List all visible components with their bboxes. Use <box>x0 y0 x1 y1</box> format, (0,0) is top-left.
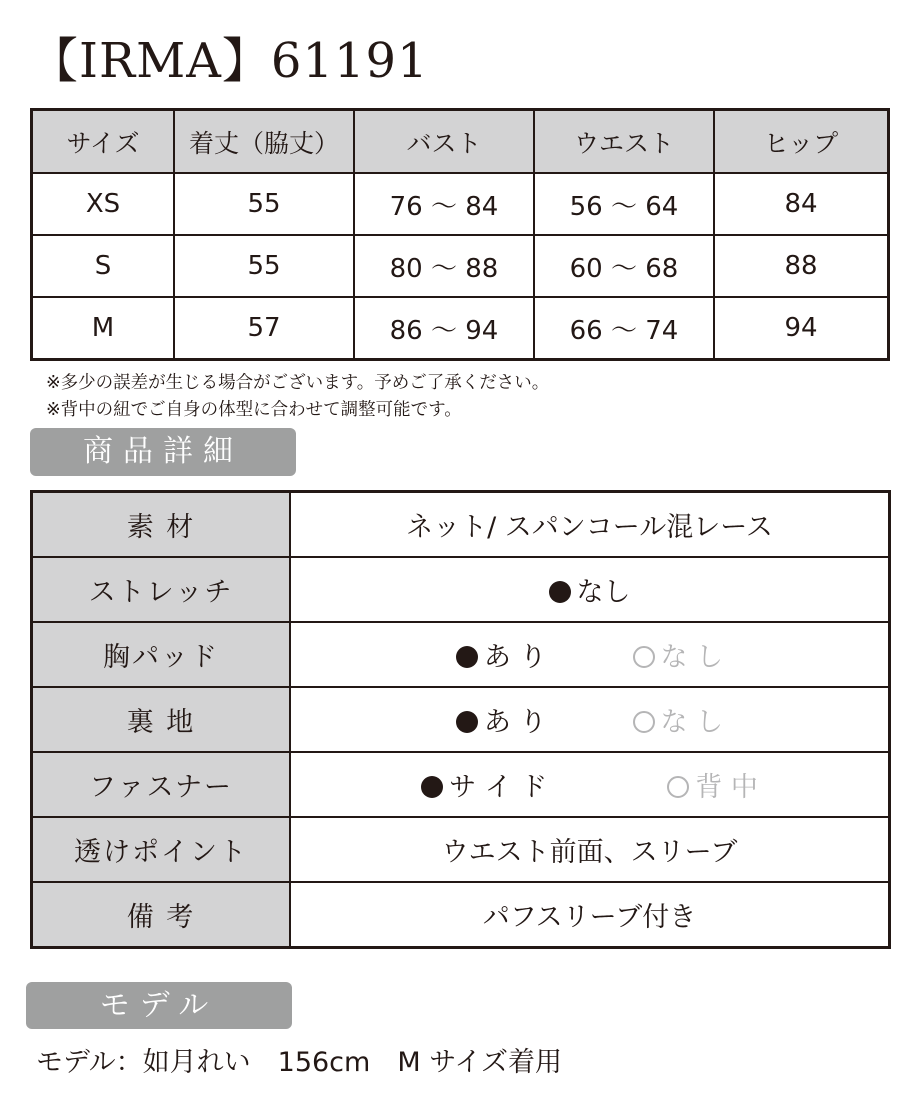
page-title: 【IRMA】61191 <box>30 33 429 89</box>
detail-label: 素 材 <box>32 492 291 558</box>
empty-circle-icon <box>633 711 655 733</box>
bust-cell: 80 〜 88 <box>354 235 534 297</box>
selected-option <box>421 772 547 803</box>
selected-option <box>456 642 547 673</box>
detail-value: パフスリーブ付き <box>290 882 890 948</box>
filled-circle-icon <box>549 581 571 603</box>
size-cell: XS <box>32 173 175 235</box>
section-product-details: 商品詳細 <box>30 428 296 476</box>
detail-label: ファスナー <box>32 752 291 817</box>
unselected-option <box>667 772 758 803</box>
header-length: 着丈（脇丈） <box>174 110 354 174</box>
filled-circle-icon <box>456 646 478 668</box>
header-waist: ウエスト <box>534 110 714 174</box>
detail-row-bust-pad <box>32 622 890 687</box>
unselected-option-label: な し <box>660 642 724 673</box>
detail-value <box>290 752 890 817</box>
unselected-option <box>633 642 724 673</box>
detail-label: 胸パッド <box>32 622 291 687</box>
table-row <box>32 297 889 360</box>
detail-row-zipper <box>32 752 890 817</box>
size-cell: S <box>32 235 175 297</box>
detail-row-lining <box>32 687 890 752</box>
detail-row-stretch <box>32 557 890 622</box>
waist-cell: 56 〜 64 <box>534 173 714 235</box>
length-cell: 55 <box>174 235 354 297</box>
bust-cell: 86 〜 94 <box>354 297 534 360</box>
length-cell: 57 <box>174 297 354 360</box>
detail-label: ストレッチ <box>32 557 291 622</box>
filled-circle-icon <box>421 776 443 798</box>
detail-row-material <box>32 492 890 558</box>
model-info: モデル：如月れい 156cm M サイズ着用 <box>36 1047 563 1078</box>
hip-cell: 94 <box>714 297 889 360</box>
unselected-option-label: な し <box>660 707 724 738</box>
detail-value: ウエスト前面、スリーブ <box>290 817 890 882</box>
size-table-header <box>32 110 889 174</box>
note-adjustable: ※背中の紐でご自身の体型に合わせて調整可能です。 <box>46 400 462 420</box>
filled-circle-icon <box>456 711 478 733</box>
selected-option-label: あ り <box>483 642 547 673</box>
bust-cell: 76 〜 84 <box>354 173 534 235</box>
selected-option-label: あ り <box>483 707 547 738</box>
unselected-option-label: 背 中 <box>695 772 758 803</box>
detail-row-remarks <box>32 882 890 948</box>
header-bust: バスト <box>354 110 534 174</box>
size-cell: M <box>32 297 175 360</box>
hip-cell: 84 <box>714 173 889 235</box>
section-model: モデル <box>26 982 292 1029</box>
detail-value: ネット/ スパンコール混レース <box>290 492 890 558</box>
table-row <box>32 235 889 297</box>
detail-value <box>290 622 890 687</box>
unselected-option <box>633 707 724 738</box>
note-tolerance: ※多少の誤差が生じる場合がございます。予めご了承ください。 <box>46 373 550 393</box>
header-hip: ヒップ <box>714 110 889 174</box>
waist-cell: 60 〜 68 <box>534 235 714 297</box>
detail-label: 備 考 <box>32 882 291 948</box>
selected-option-label: なし <box>576 577 631 608</box>
detail-label: 裏 地 <box>32 687 291 752</box>
selected-option <box>456 707 547 738</box>
table-row <box>32 173 889 235</box>
selected-option-label: サ イ ド <box>449 772 548 803</box>
hip-cell: 88 <box>714 235 889 297</box>
length-cell: 55 <box>174 173 354 235</box>
empty-circle-icon <box>667 776 689 798</box>
details-table <box>30 490 891 949</box>
size-table <box>30 108 890 361</box>
detail-value <box>290 557 890 622</box>
selected-option <box>549 577 631 608</box>
header-size: サイズ <box>32 110 175 174</box>
waist-cell: 66 〜 74 <box>534 297 714 360</box>
empty-circle-icon <box>633 646 655 668</box>
detail-label: 透けポイント <box>32 817 291 882</box>
detail-row-sheer-points <box>32 817 890 882</box>
detail-value <box>290 687 890 752</box>
